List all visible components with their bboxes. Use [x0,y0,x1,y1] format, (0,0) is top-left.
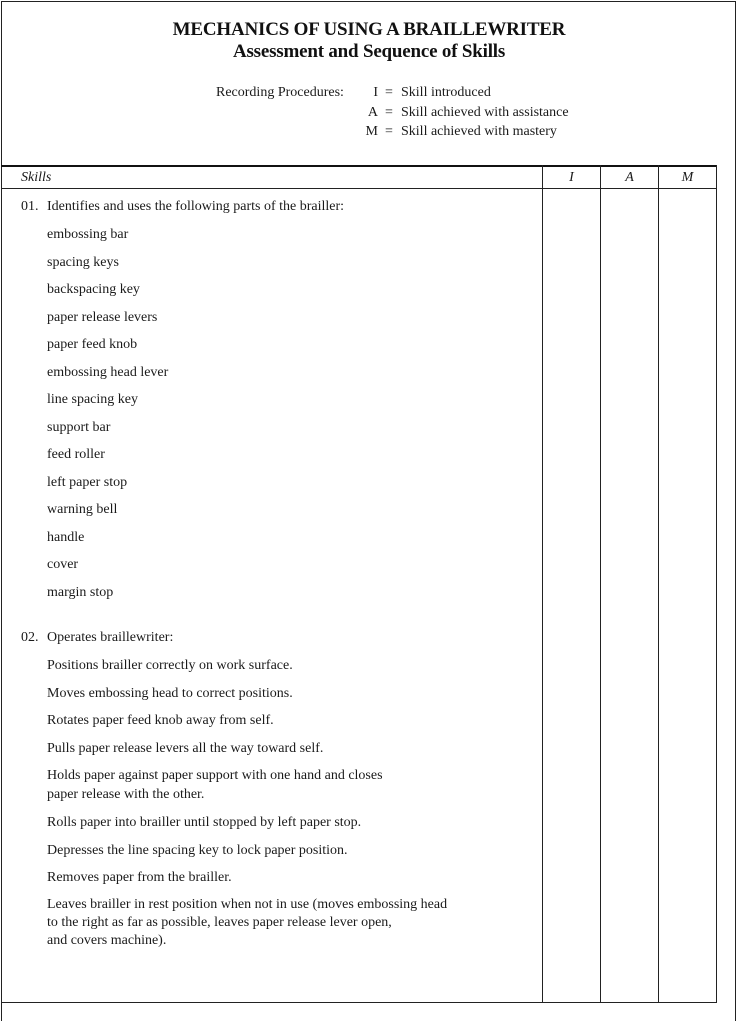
recording-code-row [360,122,620,142]
recording-description: Skill achieved with mastery [401,124,557,139]
header-introduced: I [569,170,574,185]
skill-item: warning bell [47,502,118,517]
column-divider [716,165,717,1002]
table-top-rule [1,165,717,167]
recording-equals: = [385,85,393,100]
skill-item: support bar [47,420,111,435]
section-title: Identifies and uses the following parts of the brailler: [47,199,345,214]
recording-description: Skill introduced [401,85,491,100]
skill-item: paper feed knob [47,337,138,352]
skill-item: Pulls paper release levers all the way toward self. [47,741,324,756]
skill-item: Depresses the line spacing key to lock paper position. [47,843,348,858]
recording-description: Skill achieved with assistance [401,105,569,120]
recording-procedures-label: Recording Procedures: [216,85,344,100]
skill-item-continuation: and covers machine). [47,933,167,948]
section-number: 01. [21,199,39,214]
recording-code: M [365,124,378,139]
skill-item: Holds paper against paper support with one hand and closes [47,768,383,783]
skill-item: paper release levers [47,310,158,325]
skill-item-continuation: to the right as far as possible, leaves paper release lever open, [47,915,392,930]
table-header-rule [1,188,717,189]
column-divider [600,165,601,1002]
column-divider [658,165,659,1002]
skill-item: handle [47,530,85,545]
column-divider [542,165,543,1002]
skill-item-continuation: paper release with the other. [47,787,205,802]
skill-item: Rotates paper feed knob away from self. [47,713,274,728]
header-mastery: M [681,170,694,185]
recording-code: A [367,105,378,120]
skill-item: backspacing key [47,282,140,297]
section-title: Operates braillewriter: [47,630,174,645]
skill-item: margin stop [47,585,114,600]
skill-item: left paper stop [47,475,128,490]
table-bottom-rule [1,1002,717,1003]
skill-item: spacing keys [47,255,119,270]
recording-code: I [373,85,378,100]
recording-code-row [360,83,620,103]
page-subtitle: Assessment and Sequence of Skills [232,41,506,62]
section-number: 02. [21,630,39,645]
skill-item: Rolls paper into brailler until stopped by left paper stop. [47,815,362,830]
header-assistance: A [625,170,634,185]
page-title: MECHANICS OF USING A BRAILLEWRITER [172,19,566,40]
skill-item: Moves embossing head to correct positions. [47,686,293,701]
skill-item: cover [47,557,79,572]
recording-code-row [360,103,620,123]
header-skills: Skills [21,170,52,185]
skill-item: line spacing key [47,392,138,407]
recording-equals: = [385,105,393,120]
skill-item: Positions brailler correctly on work surface. [47,658,293,673]
recording-equals: = [385,124,393,139]
skill-item: embossing head lever [47,365,169,380]
skill-item: embossing bar [47,227,129,242]
skill-item: Removes paper from the brailler. [47,870,232,885]
skill-item: Leaves brailler in rest position when not in use (moves embossing head [47,897,448,912]
skill-item: feed roller [47,447,105,462]
